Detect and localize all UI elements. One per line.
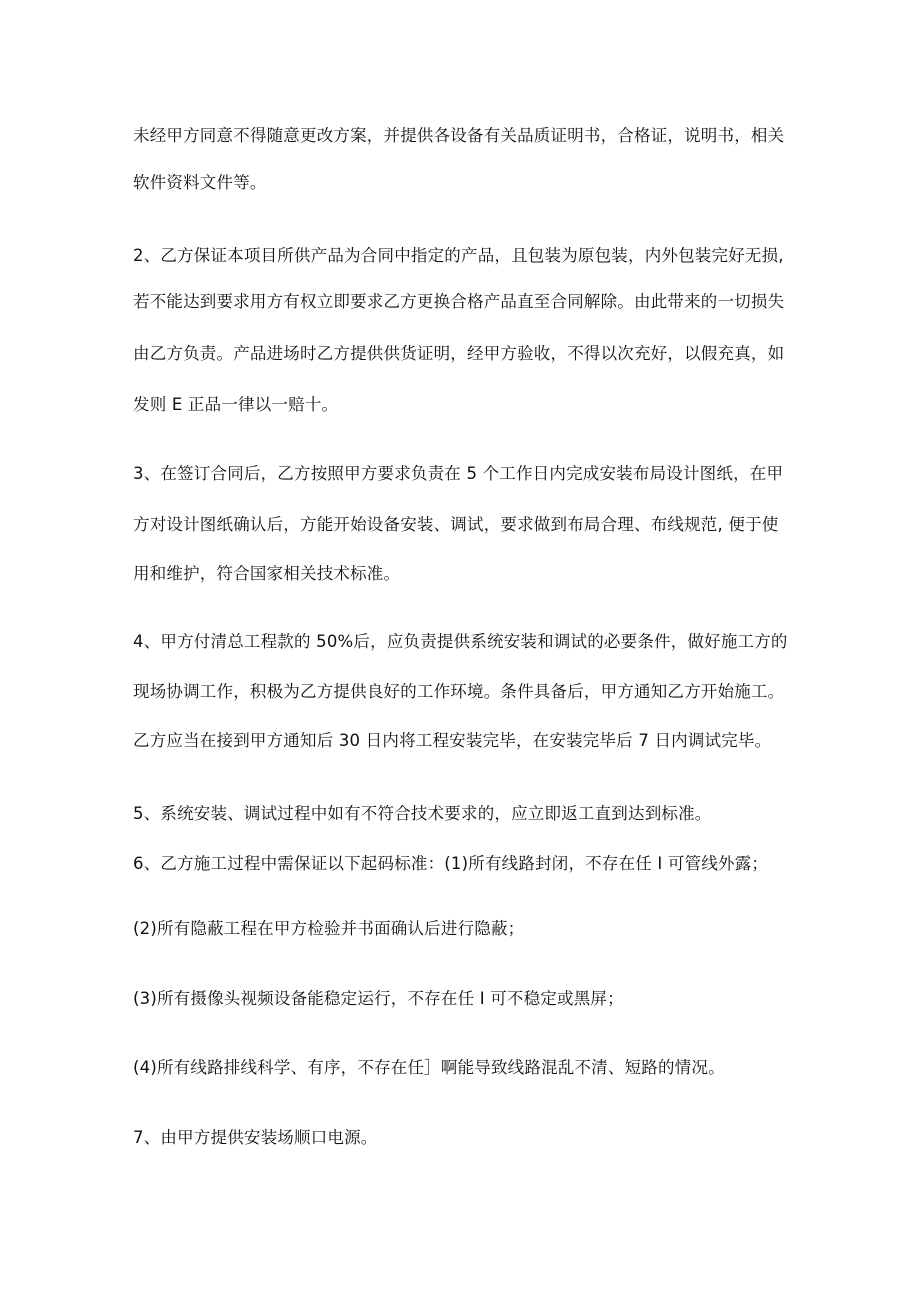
intro-line-2: 软件资料文件等。: [133, 173, 267, 192]
clause-7-line-1: 7、由甲方提供安装场顺口电源。: [133, 1128, 378, 1147]
clause-6-item-3: (3)所有摄像头视频设备能稳定运行，不存在任 I 可不稳定或黑屏；: [133, 989, 624, 1008]
clause-2-line-4: 发则 E 正品一律以一赔十。: [133, 395, 339, 414]
clause-4-line-2: 现场协调工作，积极为乙方提供良好的工作环境。条件具备后，甲方通知乙方开始施工。: [133, 682, 785, 701]
intro-line-1: 未经甲方同意不得随意更改方案，并提供各设备有关品质证明书，合格证，说明书，相关: [133, 126, 785, 145]
clause-6-item-4: (4)所有线路排线科学、有序，不存在任］啊能导致线路混乱不清、短路的情况。: [133, 1058, 725, 1077]
clause-2-line-3: 由乙方负责。产品进场时乙方提供供货证明，经甲方验收，不得以次充好，以假充真，如: [133, 344, 785, 363]
clause-4-line-3: 乙方应当在接到甲方通知后 30 日内将工程安装完毕，在安装完毕后 7 日内调试完毕。: [133, 731, 772, 750]
clause-4-line-1: 4、甲方付清总工程款的 50%后，应负责提供系统安装和调试的必要条件，做好施工方的: [133, 632, 788, 651]
clause-3-line-2: 方对设计图纸确认后，方能开始设备安装、调试，要求做到布局合理、布线规范, 便于使: [133, 515, 779, 534]
clause-6-item-2: (2)所有隐蔽工程在甲方检验并书面确认后进行隐蔽；: [133, 919, 525, 938]
clause-2-line-2: 若不能达到要求用方有权立即要求乙方更换合格产品直至合同解除。由此带来的一切损失: [133, 292, 785, 311]
clause-2-line-1: 2、乙方保证本项目所供产品为合同中指定的产品，且包装为原包装，内外包装完好无损,: [133, 246, 784, 265]
clause-3-line-3: 用和维护，符合国家相关技术标准。: [133, 564, 401, 583]
clause-5-line-1: 5、系统安装、调试过程中如有不符合技术要求的，应立即返工直到达到标准。: [133, 804, 712, 823]
clause-3-line-1: 3、在签订合同后，乙方按照甲方要求负责在 5 个工作日内完成安装布局设计图纸，在甲: [133, 464, 784, 483]
clause-6-line-1: 6、乙方施工过程中需保证以下起码标准：(1)所有线路封闭，不存在任 I 可管线外露；: [133, 854, 769, 873]
